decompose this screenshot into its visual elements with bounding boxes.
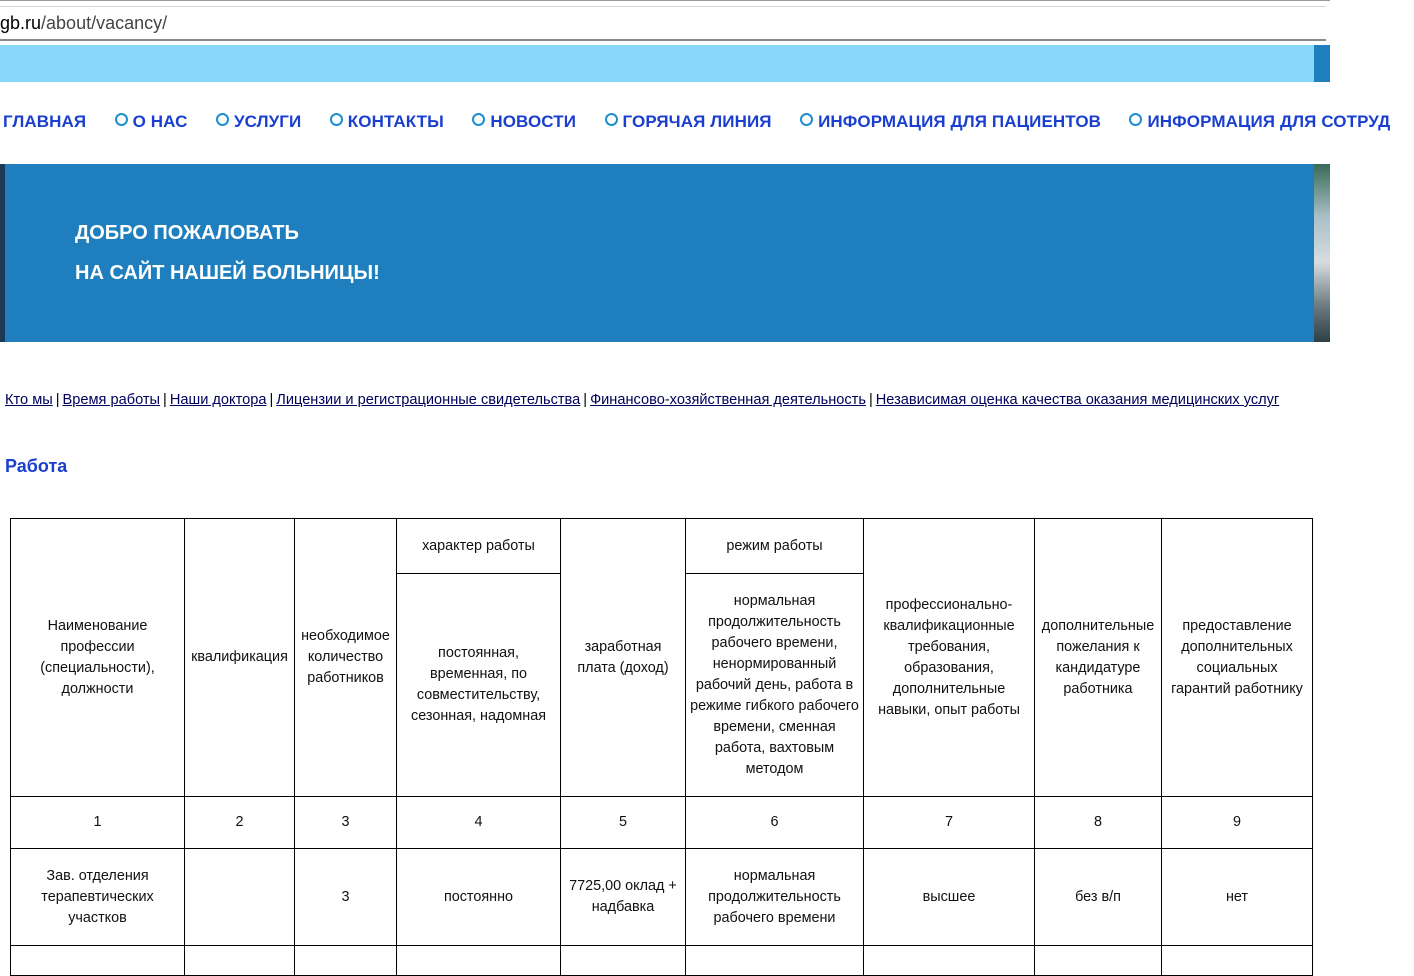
nav-item-contacts[interactable]: КОНТАКТЫ (330, 112, 444, 132)
subnav-link-who-we-are[interactable]: Кто мы (5, 392, 53, 408)
header-profession: Наименование профессии (специальности), должности (11, 519, 185, 797)
header-group-work-nature: характер работы (397, 519, 561, 574)
url-field[interactable] (0, 6, 1326, 41)
header-group-work-mode: режим работы (686, 519, 864, 574)
url-text (0, 13, 167, 34)
col-number: 3 (295, 797, 397, 849)
url-host: gb.ru (0, 13, 42, 33)
bullet-circle-icon (1129, 113, 1142, 126)
cell-count: 3 (295, 849, 397, 946)
subnav-separator: | (868, 392, 873, 408)
header-requirements: профессионально-квалификационные требования, образования, дополнительные навыки, опыт работы (864, 519, 1035, 797)
header-strip (0, 45, 1314, 82)
banner-photo-edge-left (0, 164, 5, 342)
nav-item-patients-info[interactable]: ИНФОРМАЦИЯ ДЛЯ ПАЦИЕНТОВ (800, 112, 1101, 132)
col-number: 1 (11, 797, 185, 849)
nav-item-staff-info[interactable]: ИНФОРМАЦИЯ ДЛЯ СОТРУД (1129, 112, 1390, 132)
main-nav (0, 112, 1391, 136)
welcome-banner (0, 164, 1330, 342)
header-guarantees: предоставление дополнительных социальных гарантий работнику (1162, 519, 1313, 797)
subnav-separator: | (269, 392, 274, 408)
banner-photo-edge-right (1314, 164, 1330, 342)
subnav-separator: | (583, 392, 588, 408)
banner-title-line1: ДОБРО ПОЖАЛОВАТЬ (75, 222, 299, 244)
nav-item-hotline[interactable]: ГОРЯЧАЯ ЛИНИЯ (605, 112, 772, 132)
bullet-circle-icon (472, 113, 485, 126)
subnav-link-working-hours[interactable]: Время работы (62, 392, 161, 408)
header-nature: постоянная, временная, по совместительству, сезонная, надомная (397, 574, 561, 797)
bullet-circle-icon (605, 113, 618, 126)
col-number: 7 (864, 797, 1035, 849)
cell-guarantees: нет (1162, 849, 1313, 946)
col-number: 9 (1162, 797, 1313, 849)
banner-title-line2: НА САЙТ НАШЕЙ БОЛЬНИЦЫ! (75, 262, 380, 284)
subnav-link-quality-assessment[interactable]: Независимая оценка качества оказания медицинских услуг (875, 392, 1280, 408)
table-header-row (11, 519, 1313, 574)
subnav-link-our-doctors[interactable]: Наши доктора (169, 392, 267, 408)
nav-item-services[interactable]: УСЛУГИ (216, 112, 301, 132)
bullet-circle-icon (115, 113, 128, 126)
header-count: необходимое количество работников (295, 519, 397, 797)
bullet-circle-icon (216, 113, 229, 126)
cell-qualification (185, 849, 295, 946)
col-number: 8 (1035, 797, 1162, 849)
cell-wishes: без в/п (1035, 849, 1162, 946)
page-title: Работа (5, 456, 68, 476)
header-wishes: дополнительные пожелания к кандидатуре работника (1035, 519, 1162, 797)
subnav-separator: | (163, 392, 167, 408)
col-number: 6 (686, 797, 864, 849)
header-strip-edge (1314, 45, 1330, 82)
about-subnav (5, 392, 1330, 408)
browser-url-bar[interactable] (0, 0, 1330, 45)
url-path: /about/vacancy/ (41, 13, 168, 33)
subnav-link-financial[interactable]: Финансово-хозяйственная деятельность (590, 392, 866, 408)
nav-item-home[interactable]: ГЛАВНАЯ (3, 112, 87, 131)
nav-item-about[interactable]: О НАС (115, 112, 188, 132)
table-number-row (11, 797, 1313, 849)
header-qualification: квалификация (185, 519, 295, 797)
col-number: 5 (561, 797, 686, 849)
table-row (11, 849, 1313, 946)
cell-profession: Зав. отделения терапевтических участков (11, 849, 185, 946)
vacancy-table (10, 518, 1313, 976)
col-number: 2 (185, 797, 295, 849)
bullet-circle-icon (330, 113, 343, 126)
subnav-link-licenses[interactable]: Лицензии и регистрационные свидетельства (276, 392, 581, 408)
header-mode: нормальная продолжительность рабочего времени, ненормированный рабочий день, работа в режиме гибкого рабочего времени, сменная работа, вахтовым методом (686, 574, 864, 797)
cell-salary: 7725,00 оклад + надбавка (561, 849, 686, 946)
cell-nature: постоянно (397, 849, 561, 946)
cell-mode: нормальная продолжительность рабочего времени (686, 849, 864, 946)
bullet-circle-icon (800, 113, 813, 126)
table-row (11, 946, 1313, 976)
cell-requirements: высшее (864, 849, 1035, 946)
col-number: 4 (397, 797, 561, 849)
nav-item-news[interactable]: НОВОСТИ (472, 112, 576, 132)
subnav-separator: | (55, 392, 60, 408)
header-salary: заработная плата (доход) (561, 519, 686, 797)
